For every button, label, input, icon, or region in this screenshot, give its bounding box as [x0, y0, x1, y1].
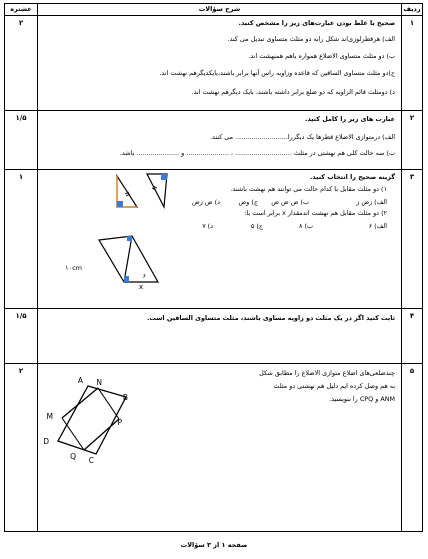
q5-num: ۵ [401, 364, 422, 531]
exam-table [4, 3, 423, 532]
page-footer: صفحه ۱ از ۳ سؤالات [180, 541, 248, 549]
question-4 [5, 309, 422, 364]
q1-title: صحیح یا غلط بودن عبارت‌های زیر را مشخص کنید. [238, 19, 395, 27]
point-Q: Q [70, 452, 76, 461]
question-1 [5, 16, 422, 111]
point-B: B [122, 393, 128, 402]
q3-option1-a: الف) زض ز [356, 198, 387, 206]
q3-part2: ۲) دو مثلث مقابل هم نهشت اندمقدار x برابر است با: [244, 209, 387, 217]
q3-option2-b: ب) ۸ [299, 222, 313, 230]
q2-item-a: الف) درمتوازی الاضلاع قطرها یک دیگررا.......................... می کنند. [209, 133, 395, 141]
q3-option2-d: د) ۷ [202, 222, 213, 230]
q5-line-2: به هم وصل کرده ایم دلیل هم نهشتی دو مثلث [273, 382, 395, 390]
q4-text: ثابت کنید اگر در یک مثلث دو زاویه مساوی باشند، مثلث متساوی الساقین است. [146, 314, 395, 322]
q2-title: عبارت های زیر را کامل کنید. [304, 115, 395, 123]
q2-score: ۱/۵ [5, 111, 38, 169]
point-N: N [96, 378, 102, 387]
q1-item-d: د) دومثلث قائم الزاویه که دو ضلع برابر داشته باشند، بایک دیگرهم نهشت اند. [191, 88, 395, 96]
q3-option2-c: ج) ۵ [250, 222, 263, 230]
q2-item-b: ب) سه حالت کلی هم نهشتی در مثلث ............................ ، ..................... و ..................... باشد. [119, 149, 395, 157]
question-3 [5, 170, 422, 309]
q3-option1-c: ج) وض [238, 198, 258, 206]
question-5 [5, 364, 422, 531]
length-label: ۱۰cm [65, 264, 82, 272]
q4-score: ۱/۵ [5, 309, 38, 363]
q5-score: ۲ [5, 364, 38, 531]
header-num: ردیف [401, 4, 422, 15]
header-title: شرح سؤالات [198, 5, 241, 13]
x-label: x [138, 283, 143, 291]
table-header [5, 4, 422, 16]
question-2 [5, 111, 422, 170]
q3-option1-d: د) ض زض [192, 198, 220, 206]
point-M: M [46, 412, 53, 421]
q3-part1: ۱) دو مثلث مقابل با کدام حالت می توانند هم نهشت باشند. [230, 185, 387, 193]
header-score: عشتره [5, 4, 38, 15]
q1-item-a: الف) هرقطرلوزی‌اند شکل رابه دو مثلث متساوی تبدیل می کند. [227, 35, 395, 43]
q5-line-3: ANM و CPQ را بنویسید. [329, 395, 395, 403]
q3-option1-b: ب) ض ض ض [271, 198, 309, 206]
point-D: D [43, 437, 49, 446]
parallelogram-abcd [58, 386, 126, 454]
q3-option2-a: الف) ۶ [368, 222, 387, 230]
q3-num: ۳ [401, 170, 422, 308]
q5-line-1: چندضلعی‌های اضلاع متوازی الاضلاع را مطابق شکل [259, 369, 395, 377]
angle-label: ۶ [142, 273, 146, 280]
q1-score: ۲ [5, 16, 38, 110]
q1-num: ۱ [401, 16, 422, 110]
q4-num: ۴ [401, 309, 422, 363]
q1-item-b: ب) دو مثلث متساوی الاضلاع همواره باهم همنهشت اند. [248, 52, 395, 60]
point-C: C [88, 456, 94, 465]
point-P: P [117, 418, 122, 427]
point-A: A [77, 376, 83, 385]
q1-item-c: ج)دو مثلث متساوی الساقین که قاعده وزاویه راس آنها برابر باشند،بایکدیگرهم نهشت اند. [159, 69, 395, 77]
q3-title: گزینه صحیح را انتخاب کنید. [309, 173, 395, 181]
q2-num: ۲ [401, 111, 422, 169]
q3-score: ۱ [5, 170, 38, 308]
